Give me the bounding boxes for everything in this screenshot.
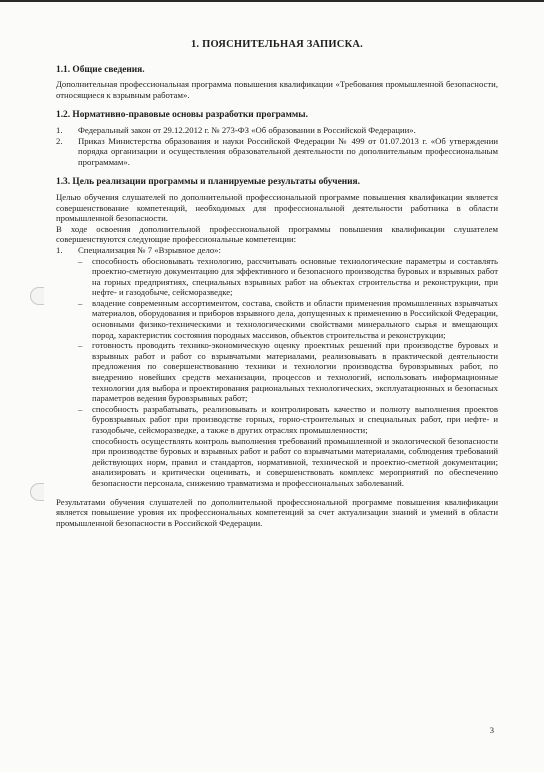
document-heading: 1. ПОЯСНИТЕЛЬНАЯ ЗАПИСКА. — [190, 39, 363, 50]
results-paragraph: Результатами обучения слушателей по дополнительной профессиональной программе повышения квалификации является повышение уровня их профессиональных компетенций за счет актуализации знаний и умений в области промышленной безопасности в Российской Федерации. — [56, 496, 498, 528]
dash-marker: – — [78, 255, 83, 266]
list-item — [56, 136, 498, 168]
list-item-text: владение современным ассортиментом, состава, свойств и области применения промышленных взрывчатых материалов, оборудования и приборов взрывного дела, допущенных к применению в Российской Федерации, основными физико-техническими и технологическими свойствами минерального сырья и вмещающих пород, характеристик состояния породных массивов, объектов строительства и реконструкции; — [92, 297, 498, 340]
list-item-text: способность осуществлять контроль выполнения требований промышленной и экологической безопасности при производстве буровых и взрывных работ и работ со взрывчатыми материалами, соблюдения требований действующих норм, правил и стандартов, нормативной, технической и проектно-сметной документации; анализировать и критически оценивать, и совершенствовать комплекс мероприятий по обеспечению безопасности персонала, снижению травматизма и профессиональных заболеваний. — [92, 435, 498, 488]
section-paragraph: Целью обучения слушателей по дополнительной профессиональной программе повышения квалификации является совершенствование компетенций, необходимых для профессиональной деятельности работника в области промышленной безопасности. — [56, 191, 498, 224]
list-number: 1. — [56, 244, 63, 255]
top-border-line — [0, 0, 544, 2]
competency-list — [56, 256, 498, 489]
section-title: 1.2. Нормативно-правовые основы разработки программы. — [56, 110, 308, 121]
list-item — [78, 340, 498, 404]
section-paragraph: В ходе освоения дополнительной профессиональной программы повышения квалификации слушателем совершенствуются следующие профессиональные компетенции: — [56, 223, 498, 245]
list-item-text: готовность проводить технико-экономическую оценку проектных решений при производстве буровых и взрывных работ и работ со взрывчатыми материалами, реализовывать в практической деятельности предложения по совершенствованию техники и технологии производства буровзрывных работ, по внедрению новейших средств механизации, процессов и технологий, использовать информационные технологии для выбора и проектирования рациональных технологических, эксплуатационных и безопасных параметров ведения буровзрывных работ; — [92, 340, 498, 404]
numbered-list — [56, 125, 498, 167]
dash-marker: – — [78, 403, 83, 414]
page-number: 3 — [489, 725, 494, 735]
list-item — [78, 436, 498, 489]
list-item-text: Приказ Министерства образования и науки Российской Федерации № 499 от 01.07.2013 г. «Об утверждении порядка организации и осуществления образовательной деятельности по дополнительным профессиональным программам». — [78, 135, 498, 167]
list-number: 1. — [56, 124, 63, 135]
list-item — [78, 404, 498, 436]
punch-hole-mark — [30, 483, 44, 501]
list-item-text: способность разрабатывать, реализовывать и контролировать качество и полноту выполнения проектов буровзрывных работ при производстве горных, горно-строительных и специальных работ, при нефте- и газодобыче, сейсморазведке, а также в других отраслях промышленности; — [92, 403, 498, 435]
list-item — [78, 298, 498, 340]
document-body — [56, 40, 498, 528]
specialization-title: Специализация № 7 «Взрывное дело»: — [78, 244, 221, 255]
list-number: 2. — [56, 135, 63, 146]
section-title: 1.3. Цель реализации программы и планируемые результаты обучения. — [56, 177, 360, 188]
list-item — [56, 125, 498, 136]
list-item-text: Федеральный закон от 29.12.2012 г. № 273-ФЗ «Об образовании в Российской Федерации». — [78, 124, 416, 135]
section-paragraph: Дополнительная профессиональная программа повышения квалификации «Требования промышленной безопасности, относящиеся к взрывным работам». — [56, 79, 498, 100]
list-item-text: способность обосновывать технологию, рассчитывать основные технологические параметры и составлять проектно-сметную документацию для эффективного и безопасного производства буровых и взрывных работ на горных предприятиях, специальных взрывных работ на объектах строительства и реконструкции, при нефте- и газодобыче, сейсморазведке; — [92, 255, 498, 298]
punch-hole-mark — [30, 287, 44, 305]
dash-marker: – — [78, 297, 83, 308]
dash-marker: – — [78, 340, 83, 351]
section-title: 1.1. Общие сведения. — [56, 64, 145, 75]
specialization-item — [56, 245, 498, 256]
list-item — [78, 256, 498, 298]
